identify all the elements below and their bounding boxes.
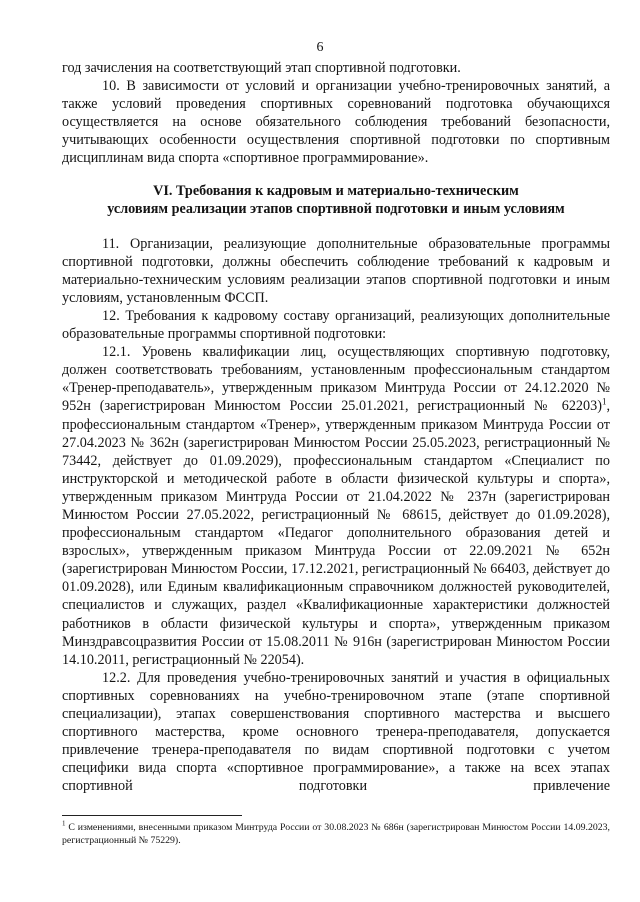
paragraph-11: 11. Организации, реализующие дополнительные образовательные программы спортивной подготовки, должны обеспечить соблюдение требований к кадровым и материально-техническим условиям реализации этапов спортивной подготовки и иным условиям, установленным ФССП. [62, 235, 610, 306]
footnote-text: С изменениями, внесенными приказом Минтруда России от 30.08.2023 № 686н (зарегистрирован Минюстом России 14.09.2023, регистрационный № 75229). [62, 822, 610, 846]
paragraph-12-1-part-a: 12.1. Уровень квалификации лиц, осуществляющих спортивную подготовку, должен соответствовать требованиям, установленным профессиональным стандартом «Тренер-преподаватель», утвержденным приказом Минтруда России от 24.12.2020 № 952н (зарегистрирован Минюстом России 25.01.2021, регистрационный № 62203) [62, 344, 610, 415]
paragraph-10: 10. В зависимости от условий и организации учебно-тренировочных занятий, а также условий проведения спортивных соревнований подготовка обучающихся осуществляется на основе обязательного соблюдения требований безопасности, учитывающих особенности осуществления спортивной подготовки по спортивным дисциплинам вида спорта «спортивное программирование». [62, 78, 610, 167]
section-heading-line-2: условиям реализации этапов спортивной подготовки и иным условиям [107, 201, 565, 218]
footnote-reference[interactable]: 1 [601, 396, 607, 407]
paragraph-continuation: год зачисления на соответствующий этап спортивной подготовки. [62, 60, 461, 76]
document-body [62, 59, 610, 795]
paragraph-12: 12. Требования к кадровому составу организаций, реализующих дополнительные образовательные программы спортивной подготовки: [62, 307, 610, 343]
footnote-marker: 1 [62, 819, 66, 828]
footnote [62, 819, 610, 847]
paragraph-12-2: 12.2. Для проведения учебно-тренировочных занятий и участия в официальных спортивных соревнованиях на учебно-тренировочном этапе (этапе спортивной специализации), этапах совершенствования спортивного мастерства и высшего спортивного мастерства, кроме основного тренера-преподавателя, допускается привлечение тренера-преподавателя по видам спортивной подготовки с учетом специфики вида спорта «спортивное программирование», а также на всех этапах спортивной подготовки привлечение [62, 669, 610, 795]
section-heading-line-1: VI. Требования к кадровым и материально-техническим [153, 182, 519, 199]
section-heading [62, 182, 610, 219]
page-number: 6 [316, 40, 324, 55]
paragraph-12-1 [62, 343, 610, 669]
footnote-divider [62, 815, 242, 816]
paragraph-12-1-part-b: , профессиональным стандартом «Тренер», утвержденным приказом Минтруда России от 27.04.2023 № 362н (зарегистрирован Минюстом России 25.05.2023, регистрационный № 73442, действует до 01.09.2029), профессиональным стандартом «Специалист по инструкторской и методической работе в области физической культуры и спорта», утвержденным приказом Минтруда России от 21.04.2022 № 237н (зарегистрирован Минюстом России 27.05.2022, регистрационный № 68615, действует до 01.09.2028), профессиональным стандартом «Педагог дополнительного образования детей и взрослых», утвержденным приказом Минтруда России от 22.09.2021 № 652н (зарегистрирован Минюстом России, 17.12.2021, регистрационный № 66403, действует до 01.09.2028), или Единым квалификационным справочником должностей руководителей, специалистов и служащих, раздел «Квалификационные характеристики должностей работников в области физической культуры и спорта», утвержденным приказом Минздравсоцразвития России от 15.08.2011 № 916н (зарегистрирован Минюстом России 14.10.2011, регистрационный № 22054). [62, 398, 610, 668]
